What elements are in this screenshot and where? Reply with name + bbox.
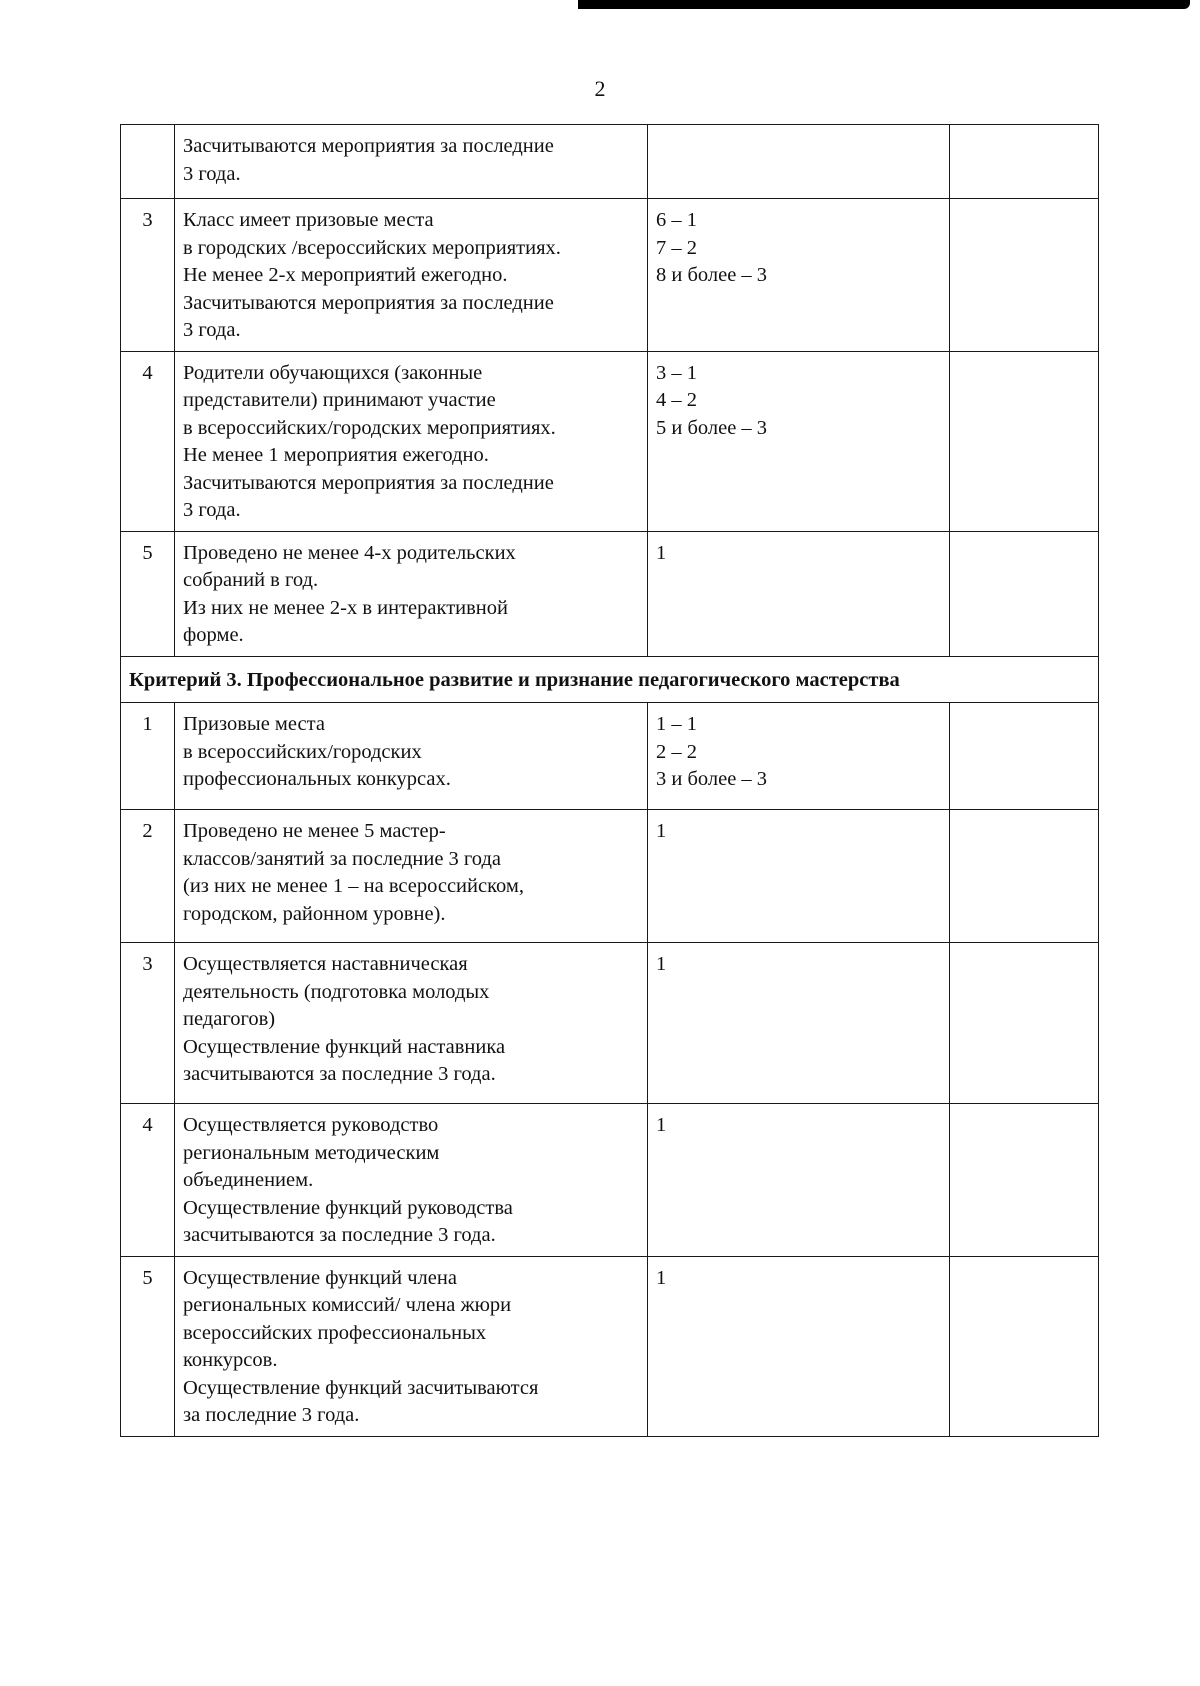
blank-cell	[950, 125, 1099, 199]
description-line: 3 года.	[183, 319, 241, 341]
description-line: профессиональных конкурсах.	[183, 768, 451, 790]
row-number: 3	[121, 943, 175, 1104]
blank-cell	[950, 810, 1099, 943]
row-number: 5	[121, 531, 175, 656]
score-cell	[648, 1104, 950, 1257]
description-line: объединением.	[183, 1169, 314, 1191]
description-line: за последние 3 года.	[183, 1404, 360, 1426]
table-row	[121, 943, 1099, 1104]
description-line: Класс имеет призовые места	[183, 209, 434, 231]
table-row	[121, 1256, 1099, 1436]
description-line: Родители обучающихся (законные	[183, 361, 483, 384]
table-body-top	[121, 125, 1099, 657]
score-line: 3 – 1	[656, 361, 697, 384]
score-cell	[648, 125, 950, 199]
table-row	[121, 810, 1099, 943]
description-line: собраний в год.	[183, 569, 319, 591]
page-number: 2	[594, 76, 606, 101]
row-number: 4	[121, 351, 175, 531]
table-row	[121, 531, 1099, 656]
score-line: 8 и более – 3	[656, 264, 768, 286]
blank-cell	[950, 531, 1099, 656]
score-cell	[648, 199, 950, 352]
description-line: 3 года.	[183, 499, 241, 521]
description-line: региональных комиссий/ члена жюри	[183, 1294, 512, 1316]
score-line: 1	[656, 1266, 667, 1289]
criterion-description	[175, 125, 648, 199]
row-number: 1	[121, 703, 175, 810]
table-row	[121, 125, 1099, 199]
description-line: Не менее 1 мероприятия ежегодно.	[183, 444, 489, 466]
score-line: 5 и более – 3	[656, 416, 768, 439]
criteria-table	[120, 124, 1099, 1437]
blank-cell	[950, 1256, 1099, 1436]
criterion-section	[121, 656, 1099, 703]
score-cell	[648, 943, 950, 1104]
score-line: 1	[656, 953, 667, 975]
description-line: Осуществление функций члена	[183, 1266, 457, 1289]
description-line: Засчитываются мероприятия за последние	[183, 471, 554, 494]
row-number: 5	[121, 1256, 175, 1436]
row-number: 3	[121, 199, 175, 352]
criterion-description	[175, 1104, 648, 1257]
description-line: Осуществление функций засчитываются	[183, 1376, 539, 1399]
table-body-bottom	[121, 703, 1099, 1437]
description-line: Не менее 2-х мероприятий ежегодно.	[183, 264, 508, 286]
criterion-header: Критерий 3. Профессиональное развитие и признание педагогического мастерства	[121, 656, 1099, 703]
description-line: 3 года.	[183, 162, 241, 185]
score-line: 1	[656, 820, 667, 842]
description-line: Из них не менее 2-х в интерактивной	[183, 596, 508, 619]
score-cell	[648, 810, 950, 943]
description-line: Проведено не менее 5 мастер-	[183, 820, 446, 842]
blank-cell	[950, 943, 1099, 1104]
score-line: 1 – 1	[656, 713, 697, 735]
description-line: Осуществляется наставническая	[183, 953, 468, 975]
criterion-description	[175, 703, 648, 810]
description-line: форме.	[183, 624, 244, 646]
row-number: 4	[121, 1104, 175, 1257]
score-line: 3 и более – 3	[656, 768, 768, 790]
table-row	[121, 351, 1099, 531]
description-line: классов/занятий за последние 3 года	[183, 847, 502, 870]
description-line: региональным методическим	[183, 1141, 440, 1164]
description-line: в всероссийских/городских	[183, 740, 422, 763]
score-line: 7 – 2	[656, 236, 697, 259]
table-row	[121, 703, 1099, 810]
description-line: Призовые места	[183, 713, 325, 735]
blank-cell	[950, 703, 1099, 810]
description-line: всероссийских профессиональных	[183, 1321, 487, 1344]
description-line: городском, районном уровне).	[183, 902, 446, 925]
blank-cell	[950, 199, 1099, 352]
description-line: деятельность (подготовка молодых	[183, 980, 490, 1003]
description-line: Засчитываются мероприятия за последние	[183, 291, 554, 314]
description-line: Осуществление функций наставника	[183, 1035, 506, 1058]
criterion-description	[175, 1256, 648, 1436]
criterion-description	[175, 531, 648, 656]
score-line: 1	[656, 541, 667, 564]
description-line: Осуществление функций руководства	[183, 1196, 513, 1219]
description-line: конкурсов.	[183, 1349, 278, 1371]
description-line: засчитываются за последние 3 года.	[183, 1224, 496, 1246]
score-cell	[648, 1256, 950, 1436]
criterion-description	[175, 351, 648, 531]
criterion-description	[175, 943, 648, 1104]
description-line: (из них не менее 1 – на всероссийском,	[183, 875, 524, 897]
description-line: педагогов)	[183, 1008, 276, 1030]
criterion-header-row	[121, 656, 1099, 703]
description-line: Засчитываются мероприятия за последние	[183, 135, 554, 157]
row-number	[121, 125, 175, 199]
score-line: 6 – 1	[656, 209, 697, 231]
blank-cell	[950, 351, 1099, 531]
table-row	[121, 199, 1099, 352]
score-cell	[648, 703, 950, 810]
criterion-description	[175, 199, 648, 352]
score-line: 1	[656, 1114, 667, 1136]
description-line: в городских /всероссийских мероприятиях.	[183, 236, 561, 259]
scan-edge-mark	[578, 0, 1190, 9]
criterion-description	[175, 810, 648, 943]
description-line: засчитываются за последние 3 года.	[183, 1063, 496, 1085]
description-line: Проведено не менее 4-х родительских	[183, 541, 516, 564]
score-cell	[648, 531, 950, 656]
row-number: 2	[121, 810, 175, 943]
blank-cell	[950, 1104, 1099, 1257]
description-line: в всероссийских/городских мероприятиях.	[183, 416, 556, 439]
score-line: 4 – 2	[656, 389, 697, 411]
table-row	[121, 1104, 1099, 1257]
description-line: Осуществляется руководство	[183, 1114, 439, 1136]
description-line: представители) принимают участие	[183, 389, 496, 411]
score-cell	[648, 351, 950, 531]
score-line: 2 – 2	[656, 740, 697, 763]
